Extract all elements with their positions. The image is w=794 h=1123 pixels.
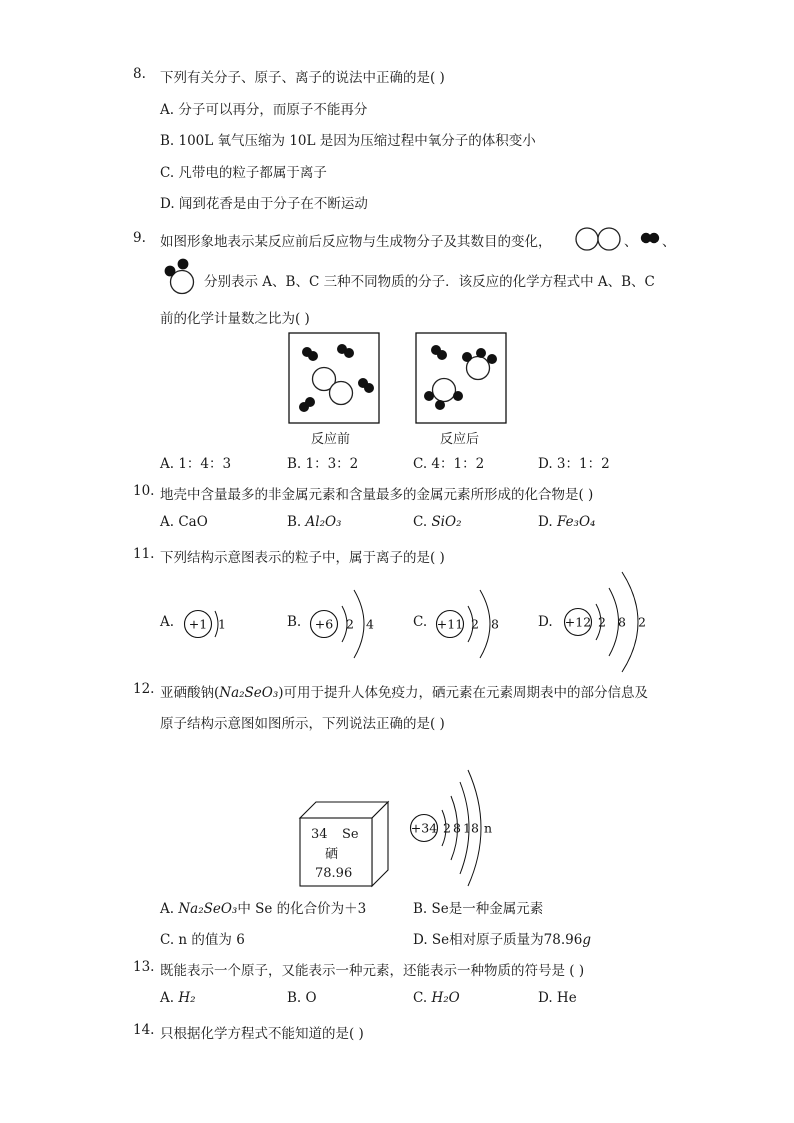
option-b — [287, 514, 341, 530]
option-text: 中 Se 的化合价为＋3 — [237, 901, 367, 917]
shell-electrons: 8 — [618, 614, 626, 630]
option-c — [413, 514, 461, 530]
molecule-a-icon — [574, 226, 624, 254]
atom-diagram-c — [434, 586, 510, 662]
option-a-letter: A. — [160, 614, 175, 630]
atom-diagram-a — [182, 600, 242, 648]
element-name: 硒 — [325, 847, 339, 862]
option-a: A. 分子可以再分，而原子不能再分 — [160, 102, 368, 118]
option-a: A. CaO — [160, 514, 208, 530]
separator: 、 — [624, 234, 638, 250]
option-letter: C. — [413, 990, 428, 1006]
option-b: B. 1：3：2 — [287, 456, 359, 472]
question-stem: 既能表示一个原子，又能表示一种元素，还能表示一种物质的符号是 ( ) — [160, 963, 585, 979]
option-b: B. O — [287, 990, 317, 1006]
option-a: A. 1：4：3 — [160, 456, 232, 472]
shell-electrons: 8 — [453, 820, 461, 836]
option-letter: A. — [160, 990, 175, 1006]
question-number: 10. — [133, 483, 155, 499]
shell-electrons: 2 — [346, 616, 354, 632]
after-reaction-box — [415, 332, 507, 424]
option-a — [160, 990, 196, 1006]
atomic-number: 34 — [311, 827, 328, 842]
stem-text: )可用于提升人体免疫力，硒元素在元素周期表中的部分信息及 — [278, 685, 649, 701]
after-reaction-label: 反应后 — [440, 432, 480, 447]
option-d — [538, 514, 595, 530]
shell-electrons: 2 — [598, 614, 606, 630]
question-number: 8. — [133, 66, 146, 82]
formula: H₂ — [178, 990, 196, 1006]
atom-diagram-b — [308, 586, 384, 662]
shell-electrons: 8 — [491, 616, 499, 632]
option-a — [160, 897, 366, 917]
question-stem: 地壳中含量最多的非金属元素和含量最多的金属元素所形成的化合物是( ) — [160, 487, 594, 503]
option-c: C. n 的值为 6 — [160, 932, 245, 948]
shell-electrons: n — [483, 820, 493, 836]
stem-text: 亚硒酸钠( — [160, 685, 220, 701]
question-number: 12. — [133, 681, 155, 697]
option-d: D. 闻到花香是由于分子在不断运动 — [160, 196, 368, 212]
nucleus-charge: +6 — [314, 616, 334, 632]
question-stem-line-1 — [160, 681, 648, 701]
shell-electrons: 2 — [443, 820, 451, 836]
formula: Na₂SeO₃ — [219, 685, 279, 701]
shell-electrons: 4 — [366, 616, 374, 632]
formula: Na₂SeO₃ — [178, 901, 238, 917]
question-number: 11. — [133, 546, 155, 562]
formula: H₂O — [431, 990, 460, 1006]
shell-electrons: 18 — [463, 820, 479, 836]
molecule-b-icon — [640, 230, 664, 246]
option-c: C. 凡带电的粒子都属于离子 — [160, 165, 327, 181]
option-b-letter: B. — [287, 614, 302, 630]
question-number: 9. — [133, 230, 146, 246]
element-symbol: Se — [342, 827, 359, 842]
option-letter: C. — [413, 514, 428, 530]
option-letter: B. — [287, 514, 302, 530]
before-reaction-box — [288, 332, 380, 424]
before-reaction-label: 反应前 — [311, 432, 351, 447]
nucleus-charge: +1 — [188, 616, 208, 632]
formula: Al₂O₃ — [305, 514, 342, 530]
option-c — [413, 990, 460, 1006]
option-c: C. 4：1：2 — [413, 456, 485, 472]
molecule-c-icon — [160, 258, 204, 296]
question-stem-line-2: 原子结构示意图如图所示，下列说法正确的是( ) — [160, 716, 445, 732]
nucleus-charge: +34 — [410, 820, 438, 836]
question-number: 13. — [133, 959, 155, 975]
atomic-mass: 78.96 — [315, 866, 353, 881]
option-d: D. 3：1：2 — [538, 456, 610, 472]
atom-diagram-d — [562, 570, 662, 674]
shell-electrons: 2 — [638, 614, 646, 630]
option-c-letter: C. — [413, 614, 428, 630]
option-b: B. Se是一种金属元素 — [413, 901, 544, 917]
option-letter: A. — [160, 901, 175, 917]
option-b: B. 100L 氧气压缩为 10L 是因为压缩过程中氧分子的体积变小 — [160, 133, 536, 149]
question-number: 14. — [133, 1022, 155, 1038]
question-stem: 下列结构示意图表示的粒子中，属于离子的是( ) — [160, 550, 445, 566]
option-letter: D. — [538, 514, 553, 530]
separator: 、 — [662, 234, 676, 250]
nucleus-charge: +11 — [436, 616, 464, 632]
unit: g — [582, 932, 591, 948]
shell-electrons: 2 — [471, 616, 479, 632]
question-stem-line-2: 分别表示 A、B、C 三种不同物质的分子．该反应的化学方程式中 A、B、C — [204, 274, 655, 290]
selenium-atom-diagram — [408, 766, 508, 890]
question-stem-line-3: 前的化学计量数之比为( ) — [160, 311, 310, 327]
option-text: D. Se相对原子质量为78.96 — [413, 932, 583, 948]
question-stem: 只根据化学方程式不能知道的是( ) — [160, 1026, 364, 1042]
option-d-letter: D. — [538, 614, 553, 630]
option-d — [413, 928, 591, 948]
question-stem: 下列有关分子、原子、离子的说法中正确的是( ) — [160, 70, 445, 86]
option-d: D. He — [538, 990, 577, 1006]
nucleus-charge: +12 — [564, 614, 592, 630]
formula: Fe₃O₄ — [556, 514, 596, 530]
question-stem-line-1: 如图形象地表示某反应前后反应物与生成物分子及其数目的变化， — [160, 234, 552, 250]
formula: SiO₂ — [431, 514, 462, 530]
shell-electrons: 1 — [218, 616, 226, 632]
